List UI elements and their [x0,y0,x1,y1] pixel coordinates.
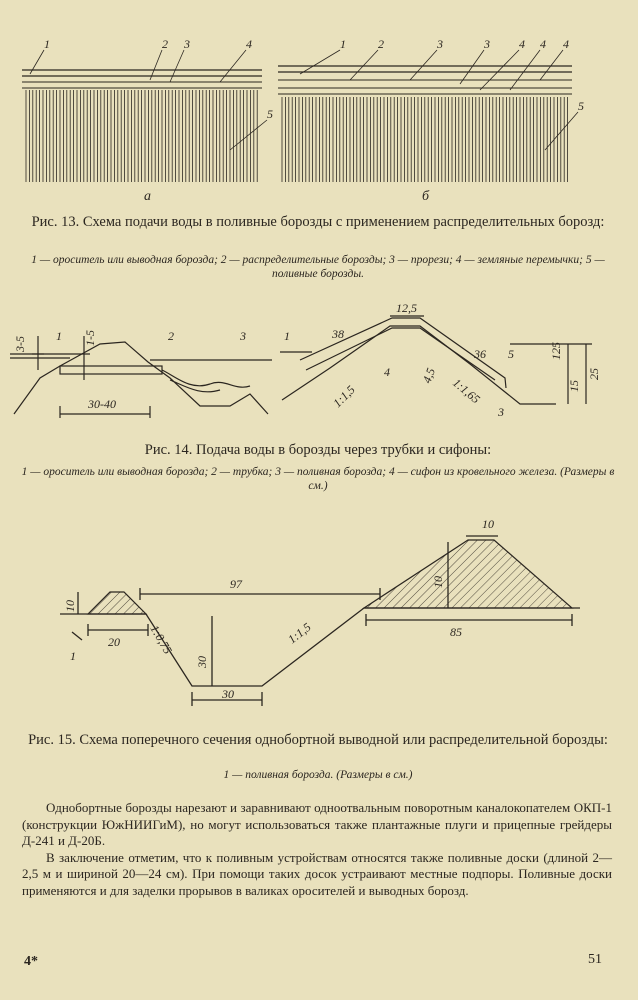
fig13b-label-2: 2 [378,37,384,51]
fig13a-label-3: 3 [184,37,190,51]
fig13b-label-3a: 3 [437,37,443,51]
paragraph-1: Однобортные борозды нарезают и заравнивают одноотвальным поворотным каналокопателем ОКП-1 (конструкции ЮжНИИГиМ), но могут использоваться также плантажные плуги и прицепные грейдеры Д-241 и Д-20Б. [22,800,612,848]
paragraph-2: В заключение отметим, что к поливным устройствам относятся также поливные доски (длиной 2—2,5 м и шириной 20—24 см). При помощи таких досок устраивают местные подпоры. Поливные доски применяются и для заделки прорывов в валиках оросителей и выводных борозд. [22,849,612,898]
fig13b-label-4c: 4 [563,37,569,51]
fig14-dim-3-5: 3-5 [13,336,27,352]
fig15-slope-1-0-75: 1:0,75 [147,622,176,657]
fig15-slope-1-1-5: 1:1,5 [285,619,314,647]
figure-13 [0,0,638,210]
fig14-left-label-3: 3 [240,329,246,343]
fig15-dim-85: 85 [450,625,462,639]
fig15-dim-30-width: 30 [222,687,234,701]
signature-mark: 4* [24,954,38,969]
page-number: 51 [588,952,602,967]
figure-13-caption: Рис. 13. Схема подачи воды в поливные борозды с применением распределительных борозд: [31,214,605,230]
fig14-slope-1-1-5: 1:1,5 [330,382,358,411]
fig15-dim-97: 97 [230,577,242,591]
fig14-right-label-3: 3 [498,405,504,419]
fig13b-label-4a: 4 [519,37,525,51]
fig14-dim-1-5: 1-5 [83,330,97,346]
fig15-dim-left-10: 10 [63,600,77,612]
figure-14-legend: 1 — ороситель или выводная борозда; 2 — трубка; 3 — поливная борозда; 4 — сифон из кровельного железа. (Размеры в см.) [21,466,615,492]
fig14-left-label-2: 2 [168,329,174,343]
fig14-left-label-1: 1 [56,329,62,343]
fig13a-label-1: 1 [44,37,50,51]
fig15-label-1: 1 [70,649,76,663]
fig13a-label-2: 2 [162,37,168,51]
fig14-dim-25: 25 [587,368,601,380]
figure-13-drawing [0,0,638,210]
fig13b-label-1: 1 [340,37,346,51]
fig13-sub-b: б [422,189,430,204]
fig14-dim-38: 38 [332,327,344,341]
body-text [22,800,612,899]
fig14-dim-12-5: 12,5 [396,301,417,315]
figure-15-drawing [0,508,638,720]
figure-15 [0,508,638,720]
fig15-dim-20: 20 [108,635,120,649]
figure-15-legend: 1 — поливная борозда. (Размеры в см.) [223,769,413,781]
fig15-dim-30-height: 30 [195,656,209,668]
fig13b-label-5: 5 [578,99,584,113]
fig14-dim-30-40: 30-40 [88,397,116,411]
fig14-slope-1-1-65: 1:1,65 [450,375,483,407]
fig14-dim-5: 5 [508,347,514,361]
fig14-right-label-1: 1 [284,329,290,343]
fig13-sub-a: а [144,189,151,204]
figure-15-caption: Рис. 15. Схема поперечного сечения однобортной выводной или распределительной борозды: [28,732,608,748]
figure-13-legend: 1 — ороситель или выводная борозда; 2 — распределительные борозды; 3 — прорези; 4 — земляные перемычки; 5 — поливные борозды. [31,254,605,280]
fig14-right-label-4: 4 [384,365,390,379]
fig13a-label-4: 4 [246,37,252,51]
fig13a-label-5: 5 [267,107,273,121]
figure-14 [0,296,638,426]
fig14-dim-125: 125 [549,342,563,360]
fig15-dim-top-10: 10 [482,517,494,531]
fig14-dim-15: 15 [567,380,581,392]
fig14-dim-36: 36 [474,347,486,361]
fig15-dim-height-10: 10 [431,576,445,588]
fig13b-label-3b: 3 [484,37,490,51]
figure-14-caption: Рис. 14. Подача воды в борозды через трубки и сифоны: [144,442,492,458]
fig14-dim-4-5: 4,5 [419,366,438,386]
fig13b-label-4b: 4 [540,37,546,51]
figure-14-drawing [0,296,638,426]
